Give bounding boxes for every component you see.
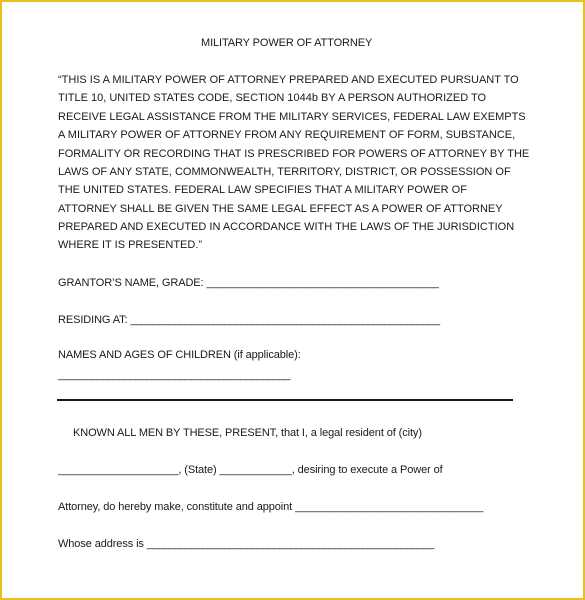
intro-line: LAWS OF ANY STATE, COMMONWEALTH, TERRITORY, DISTRICT, OR POSSESSION OF <box>58 166 511 178</box>
address-field <box>58 538 434 550</box>
children-blank[interactable]: __________________________________________ <box>58 369 290 381</box>
address-label: Whose address is <box>58 538 144 550</box>
intro-line: ATTORNEY SHALL BE GIVEN THE SAME LEGAL EFFECT AS A POWER OF ATTORNEY <box>58 203 503 215</box>
grantor-blank[interactable]: __________________________________________ <box>206 277 439 289</box>
state-line[interactable]: ____________________, (State) ____________, desiring to execute a Power of <box>58 464 443 476</box>
children-label: NAMES AND AGES OF CHILDREN (if applicable): <box>58 349 301 361</box>
document-title: MILITARY POWER OF ATTORNEY <box>201 37 373 49</box>
intro-line: “THIS IS A MILITARY POWER OF ATTORNEY PREPARED AND EXECUTED PURSUANT TO <box>58 74 519 86</box>
intro-line: FORMALITY OR RECORDING THAT IS PRESCRIBED FOR POWERS OF ATTORNEY BY THE <box>58 148 530 160</box>
appoint-field <box>58 501 483 513</box>
divider-rule <box>57 399 513 401</box>
intro-line: WHERE IT IS PRESENTED.” <box>58 239 203 251</box>
intro-line: A MILITARY POWER OF ATTORNEY FROM ANY REQUIREMENT OF FORM, SUBSTANCE, <box>58 129 516 141</box>
address-blank[interactable]: ____________________________________________________ <box>146 538 434 550</box>
grantor-label: GRANTOR’S NAME, GRADE: <box>58 277 204 289</box>
residing-label: RESIDING AT: <box>58 314 128 326</box>
residing-blank[interactable]: ________________________________________________________ <box>130 314 440 326</box>
appoint-label: Attorney, do hereby make, constitute and appoint <box>58 501 293 513</box>
grantor-field <box>58 277 438 289</box>
appoint-blank[interactable]: __________________________________ <box>295 501 483 513</box>
intro-line: PREPARED AND EXECUTED IN ACCORDANCE WITH THE LAWS OF THE JURISDICTION <box>58 221 515 233</box>
known-line: KNOWN ALL MEN BY THESE, PRESENT, that I, a legal resident of (city) <box>73 427 422 439</box>
residing-field <box>58 314 439 326</box>
intro-line: THE UNITED STATES. FEDERAL LAW SPECIFIES THAT A MILITARY POWER OF <box>58 184 467 196</box>
intro-line: RECEIVE LEGAL ASSISTANCE FROM THE MILITARY SERVICES, FEDERAL LAW EXEMPTS <box>58 111 526 123</box>
intro-line: TITLE 10, UNITED STATES CODE, SECTION 1044b BY A PERSON AUTHORIZED TO <box>58 92 487 104</box>
